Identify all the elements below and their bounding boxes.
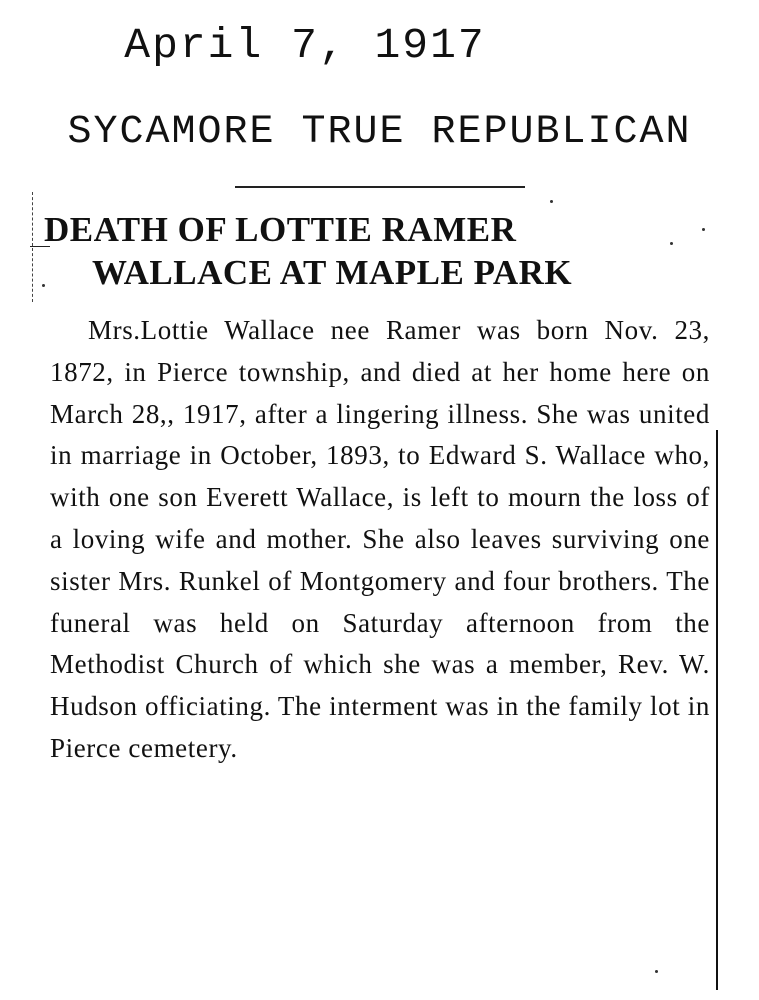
print-speck	[655, 970, 658, 973]
headline-line-2: WALLACE AT MAPLE PARK	[92, 253, 573, 292]
headline-line-1: DEATH OF LOTTIE RAMER	[44, 210, 517, 249]
clipping-right-edge	[716, 430, 718, 990]
newspaper-name: SYCAMORE TRUE REPUBLICAN	[67, 110, 692, 155]
article-paragraph: Mrs.Lottie Wallace nee Ramer was born Nov. 23, 1872, in Pierce township, and died at her home here on March 28,, 1917, after a lingering illness. She was united in marriage in October, 1893, to Edward S. Wallace who, with one son Everett Wallace, is left to mourn the loss of a loving wife and mother. She also leaves surviving one sister Mrs. Runkel of Montgomery and four brothers. The funeral was held on Saturday afternoon from the Methodist Church of which she was a member, Rev. W. Hudson officiating. The interment was in the family lot in Pierce cemetery.	[50, 315, 710, 763]
print-speck	[550, 200, 553, 203]
article-headline	[30, 208, 720, 294]
article-body	[50, 310, 710, 770]
top-rule	[235, 186, 525, 188]
clipping-date: April 7, 1917	[124, 21, 486, 70]
newspaper-clipping	[30, 180, 720, 990]
